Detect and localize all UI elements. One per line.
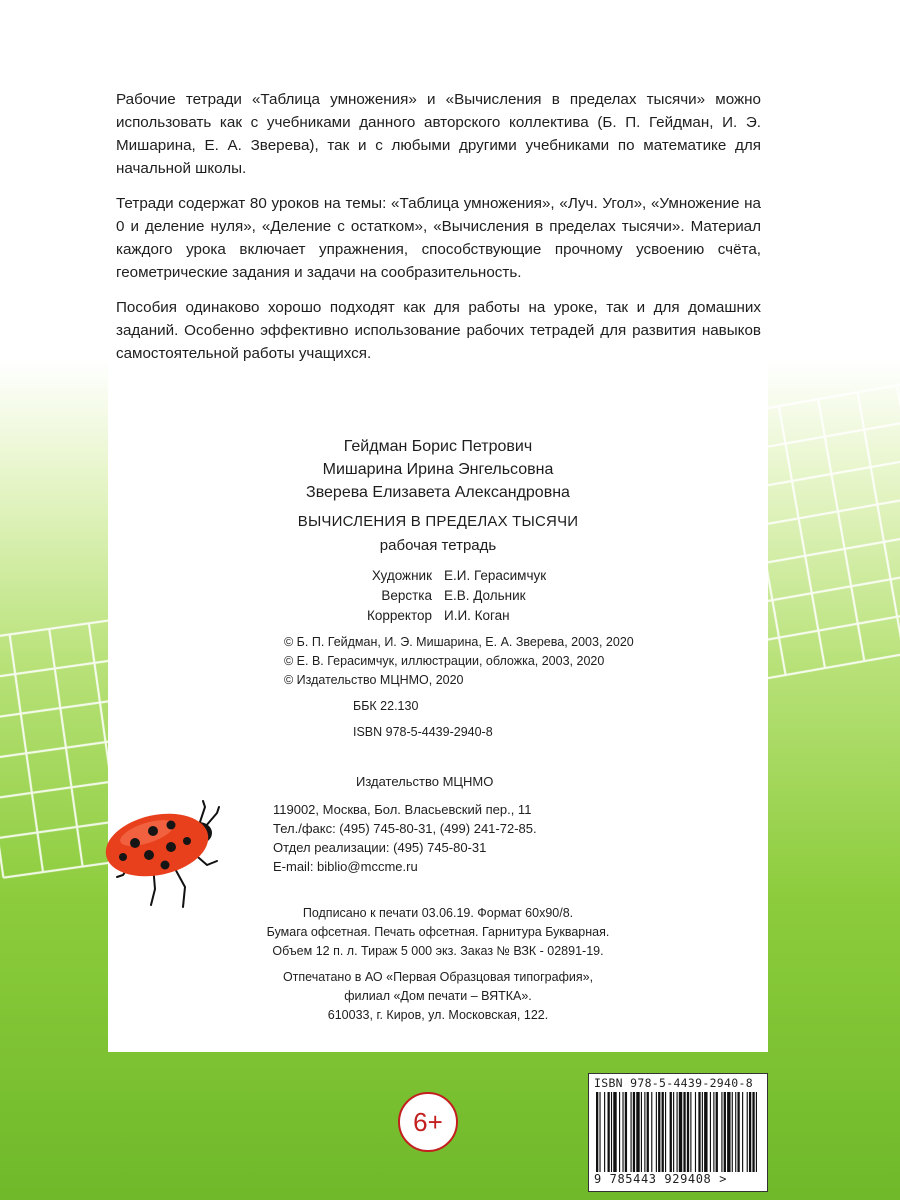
credit-role: Верстка bbox=[381, 588, 432, 603]
credit-row bbox=[108, 606, 768, 626]
printer-line: 610033, г. Киров, ул. Московская, 122. bbox=[327, 1008, 549, 1022]
author-3: Зверева Елизавета Александровна bbox=[306, 484, 570, 501]
email-line: E-mail: biblio@mccme.ru bbox=[273, 859, 418, 874]
bbk-code: ББК 22.130 bbox=[353, 699, 419, 713]
printer-info bbox=[108, 968, 768, 1025]
copyright-block bbox=[284, 633, 634, 690]
isbn-line: ISBN 978-5-4439-2940-8 bbox=[353, 725, 493, 739]
print-line: Бумага офсетная. Печать офсетная. Гарнитура Букварная. bbox=[266, 925, 610, 939]
credit-row bbox=[108, 566, 768, 586]
sales-line: Отдел реализации: (495) 745-80-31 bbox=[273, 840, 487, 855]
credit-row bbox=[108, 586, 768, 606]
copyright-line: © Б. П. Гейдман, И. Э. Мишарина, Е. А. Зверева, 2003, 2020 bbox=[284, 635, 634, 649]
barcode-bars bbox=[594, 1092, 762, 1172]
credits-list bbox=[108, 566, 768, 626]
phone-line: Тел./факс: (495) 745-80-31, (499) 241-72-85. bbox=[273, 821, 537, 836]
copyright-line: © Издательство МЦНМО, 2020 bbox=[284, 673, 464, 687]
print-line: Подписано к печати 03.06.19. Формат 60х90/8. bbox=[302, 906, 574, 920]
publisher-address bbox=[273, 800, 537, 876]
intro-paragraph-3: Пособия одинаково хорошо подходят как для работы на уроке, так и для домашних заданий. Особенно эффективно использование рабочих тетрадей для развития навыков самостоятельной работы учащихся. bbox=[116, 299, 761, 362]
authors-list bbox=[108, 435, 768, 504]
book-title: ВЫЧИСЛЕНИЯ В ПРЕДЕЛАХ ТЫСЯЧИ bbox=[297, 513, 579, 530]
credit-role: Корректор bbox=[366, 608, 432, 623]
printer-line: филиал «Дом печати – ВЯТКА». bbox=[344, 989, 532, 1003]
printer-line: Отпечатано в АО «Первая Образцовая типография», bbox=[282, 970, 594, 984]
age-rating-badge: 6+ bbox=[398, 1092, 458, 1152]
publisher-name: Издательство МЦНМО bbox=[356, 774, 494, 789]
author-2: Мишарина Ирина Энгельсовна bbox=[322, 461, 554, 478]
book-subtitle: рабочая тетрадь bbox=[379, 537, 497, 554]
barcode-digits: 9 785443 929408 > bbox=[594, 1172, 728, 1186]
isbn-barcode bbox=[588, 1073, 768, 1192]
ladybug-illustration bbox=[95, 795, 235, 915]
address-line: 119002, Москва, Бол. Власьевский пер., 11 bbox=[273, 802, 532, 817]
copyright-line: © Е. В. Герасимчук, иллюстрации, обложка, 2003, 2020 bbox=[284, 654, 605, 668]
barcode-isbn-label: ISBN 978-5-4439-2940-8 bbox=[594, 1076, 753, 1090]
intro-paragraph-2: Тетради содержат 80 уроков на темы: «Таблица умножения», «Луч. Угол», «Умножение на 0 и деление нуля», «Деление с остатком», «Вычисления в пределах тысячи». Материал каждого урока включает упражнения, способствующие прочному усвоению счёта, геометрические задания и задачи на сообразительность. bbox=[116, 195, 761, 281]
intro-paragraph-1: Рабочие тетради «Таблица умножения» и «Вычисления в пределах тысячи» можно использовать как с учебниками данного авторского коллектива (Б. П. Гейдман, И. Э. Мишарина, Е. А. Зверева), так и с любыми другими учебниками по математике для начальной школы. bbox=[116, 91, 761, 177]
author-1: Гейдман Борис Петрович bbox=[343, 438, 533, 455]
intro-text bbox=[116, 88, 761, 377]
credit-person: И.И. Коган bbox=[444, 608, 510, 623]
credit-role: Художник bbox=[371, 568, 432, 583]
credit-person: Е.И. Герасимчук bbox=[444, 568, 547, 583]
print-line: Объем 12 п. л. Тираж 5 000 экз. Заказ № ВЗК - 02891-19. bbox=[272, 944, 604, 958]
credit-person: Е.В. Дольник bbox=[444, 588, 526, 603]
